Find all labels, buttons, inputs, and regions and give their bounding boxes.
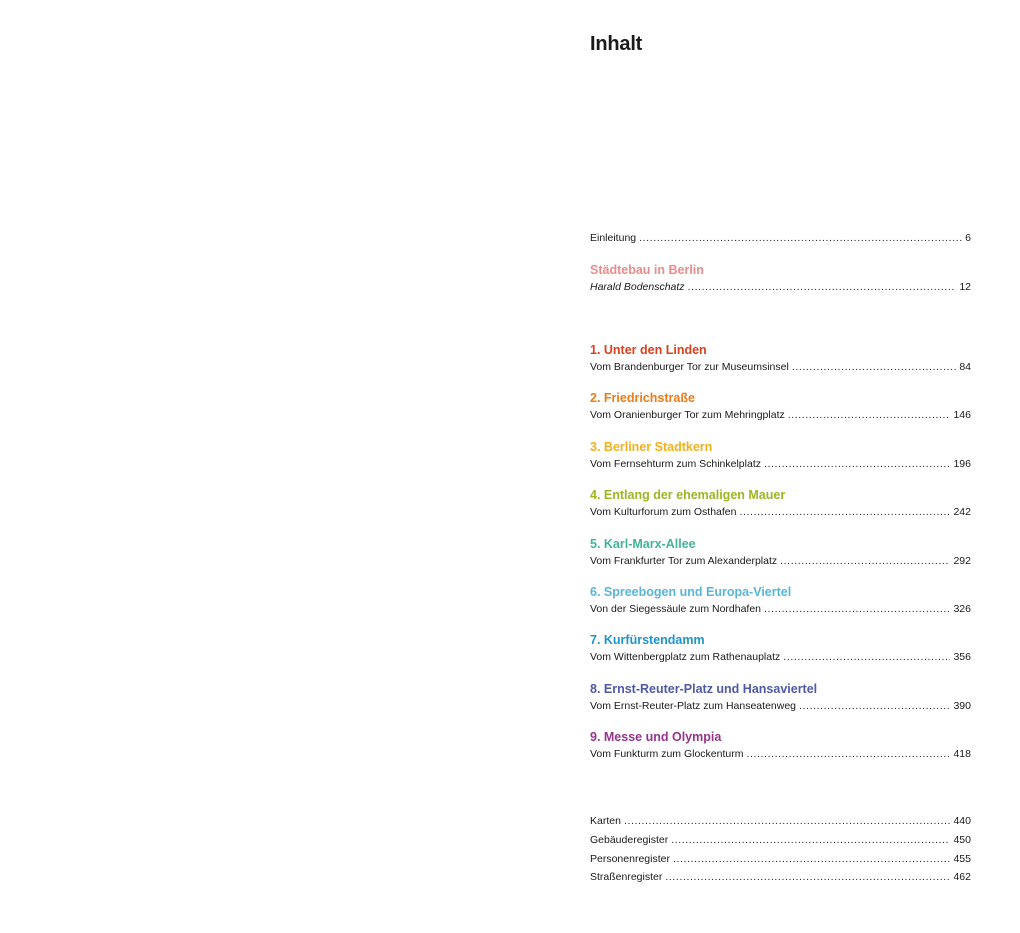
toc-entry-chapter-8[interactable] — [590, 699, 971, 713]
toc-entry-label: Karten — [590, 815, 621, 827]
chapter-heading-1[interactable]: 1. Unter den Linden — [590, 343, 707, 357]
toc-entry-gebaeuderegister[interactable] — [590, 833, 971, 847]
dot-leader — [739, 505, 950, 519]
page-title: Inhalt — [590, 33, 643, 55]
chapter-heading-5[interactable]: 5. Karl-Marx-Allee — [590, 537, 696, 551]
toc-entry-chapter-1[interactable] — [590, 360, 971, 374]
toc-entry-label: Einleitung — [590, 232, 637, 244]
toc-page-number: 242 — [953, 506, 971, 518]
toc-page-number: 450 — [953, 834, 971, 846]
toc-page-number: 196 — [953, 458, 971, 470]
toc-page-number: 84 — [959, 361, 971, 373]
toc-entry-label: Gebäuderegister — [590, 834, 669, 846]
toc-entry-chapter-4[interactable] — [590, 505, 971, 519]
toc-entry-chapter-7[interactable] — [590, 650, 971, 664]
toc-entry-label: Personenregister — [590, 853, 670, 865]
toc-page-number: 326 — [953, 603, 971, 615]
toc-entry-author: Harald Bodenschatz — [590, 281, 685, 293]
toc-entry-chapter-3[interactable] — [590, 457, 971, 471]
toc-entry-subtitle: Vom Brandenburger Tor zur Museumsinsel — [590, 361, 789, 373]
section-heading-staedtebau[interactable]: Städtebau in Berlin — [590, 263, 704, 277]
dot-leader — [688, 280, 957, 294]
dot-leader — [665, 870, 950, 884]
toc-page-number: 292 — [953, 555, 971, 567]
toc-entry-chapter-6[interactable] — [590, 602, 971, 616]
toc-entry-karten[interactable] — [590, 814, 971, 828]
dot-leader — [783, 650, 950, 664]
toc-page-number: 356 — [953, 651, 971, 663]
toc-entry-subtitle: Von der Siegessäule zum Nordhafen — [590, 603, 762, 615]
toc-entry-chapter-2[interactable] — [590, 408, 971, 422]
toc-entry-staedtebau[interactable] — [590, 280, 971, 294]
toc-entry-chapter-9[interactable] — [590, 747, 971, 761]
toc-page-number: 390 — [953, 700, 971, 712]
dot-leader — [788, 408, 951, 422]
toc-entry-subtitle: Vom Frankfurter Tor zum Alexanderplatz — [590, 555, 778, 567]
chapter-heading-6[interactable]: 6. Spreebogen und Europa-Viertel — [590, 585, 792, 599]
toc-page-number: 418 — [953, 748, 971, 760]
toc-entry-subtitle: Vom Oranienburger Tor zum Mehringplatz — [590, 409, 785, 421]
toc-entry-subtitle: Vom Kulturforum zum Osthafen — [590, 506, 737, 518]
chapter-heading-9[interactable]: 9. Messe und Olympia — [590, 730, 722, 744]
toc-entry-subtitle: Vom Funkturm zum Glockenturm — [590, 748, 744, 760]
toc-entry-label: Straßenregister — [590, 871, 663, 883]
toc-entry-personenregister[interactable] — [590, 852, 971, 866]
toc-entry-subtitle: Vom Wittenbergplatz zum Rathenauplatz — [590, 651, 781, 663]
toc-page-number: 6 — [965, 232, 971, 244]
toc-page-number: 440 — [953, 815, 971, 827]
toc-page-number: 455 — [953, 853, 971, 865]
toc-page-number: 462 — [953, 871, 971, 883]
chapter-heading-8[interactable]: 8. Ernst-Reuter-Platz und Hansaviertel — [590, 682, 818, 696]
dot-leader — [639, 231, 962, 245]
toc-page-number: 12 — [959, 281, 971, 293]
dot-leader — [764, 457, 950, 471]
dot-leader — [764, 602, 950, 616]
toc-entry-einleitung[interactable] — [590, 231, 971, 245]
chapter-heading-3[interactable]: 3. Berliner Stadtkern — [590, 440, 713, 454]
toc-entry-subtitle: Vom Fernsehturm zum Schinkelplatz — [590, 458, 761, 470]
dot-leader — [624, 814, 951, 828]
toc-entry-strassenregister[interactable] — [590, 870, 971, 884]
dot-leader — [673, 852, 951, 866]
dot-leader — [792, 360, 956, 374]
chapter-heading-7[interactable]: 7. Kurfürstendamm — [590, 633, 705, 647]
chapter-heading-2[interactable]: 2. Friedrichstraße — [590, 391, 695, 405]
dot-leader — [780, 554, 950, 568]
dot-leader — [799, 699, 950, 713]
toc-entry-subtitle: Vom Ernst-Reuter-Platz zum Hanseatenweg — [590, 700, 797, 712]
dot-leader — [671, 833, 950, 847]
dot-leader — [746, 747, 950, 761]
chapter-heading-4[interactable]: 4. Entlang der ehemaligen Mauer — [590, 488, 786, 502]
toc-page-number: 146 — [953, 409, 971, 421]
toc-entry-chapter-5[interactable] — [590, 554, 971, 568]
